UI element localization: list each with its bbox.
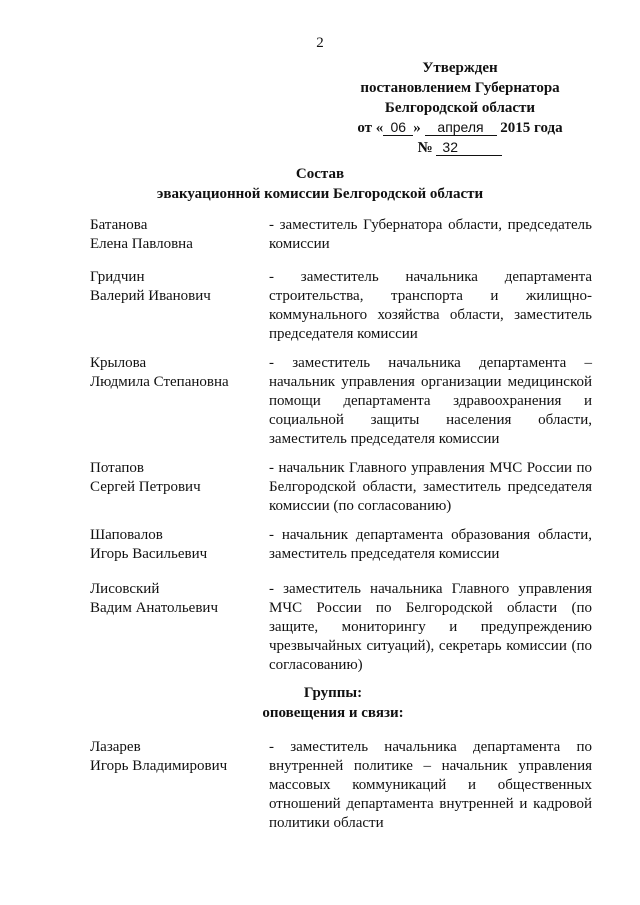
- group-heading-line2: оповещения и связи:: [262, 705, 404, 721]
- member-name: [90, 580, 260, 618]
- member-given-name: Игорь Владимирович: [90, 758, 228, 774]
- member-role: - заместитель начальника Главного управления МЧС России по Белгородской области (по защите, мониторингу и предупреждению чрезвычайных ситуаций), секретарь комиссии (по согласованию): [269, 581, 592, 673]
- member-role: - начальник Главного управления МЧС России по Белгородской области, заместитель председателя комиссии (по согласованию): [269, 460, 592, 514]
- member-given-name: Вадим Анатольевич: [90, 600, 218, 616]
- member-name: [90, 216, 260, 254]
- member-name: [90, 526, 260, 564]
- member-name: [90, 738, 260, 776]
- member-surname: Крылова: [90, 355, 147, 371]
- member-surname: Гридчин: [90, 269, 145, 285]
- document-title: [0, 164, 640, 204]
- member-given-name: Людмила Степановна: [90, 374, 229, 390]
- member-surname: Потапов: [90, 460, 144, 476]
- member-role: - заместитель начальника департамента – начальник управления организации медицинской помощи департамента здравоохранения и социальной защиты населения области, заместитель председателя комиссии: [269, 355, 592, 447]
- member-name: [90, 354, 260, 392]
- approval-date-mid: »: [413, 120, 421, 136]
- approval-stamp: [340, 58, 580, 158]
- approval-date-day: 06: [383, 119, 413, 136]
- approval-date-month: апреля: [425, 119, 497, 136]
- member-surname: Шаповалов: [90, 527, 163, 543]
- member-name: [90, 268, 260, 306]
- member-surname: Лисовский: [90, 581, 160, 597]
- member-role: - заместитель начальника департамента строительства, транспорта и жилищно-коммунального хозяйства области, заместитель председателя комиссии: [269, 269, 592, 342]
- approval-date-year: 2015 года: [500, 120, 563, 136]
- member-role: - начальник департамента образования области, заместитель председателя комиссии: [269, 527, 592, 562]
- page-number: 2: [316, 35, 324, 51]
- approval-number-prefix: №: [417, 140, 433, 156]
- approval-line-approved: Утвержден: [422, 60, 498, 76]
- title-line-composition: Состав: [295, 166, 345, 182]
- member-given-name: Елена Павловна: [90, 236, 193, 252]
- approval-date-prefix: от «: [357, 120, 384, 136]
- approval-date: [340, 118, 580, 138]
- member-given-name: Валерий Иванович: [90, 288, 211, 304]
- approval-line-region: Белгородской области: [384, 100, 536, 116]
- member-role: - заместитель Губернатора области, председатель комиссии: [269, 217, 592, 252]
- member-name: [90, 459, 260, 497]
- member-given-name: Сергей Петрович: [90, 479, 201, 495]
- approval-number-value: 32: [436, 139, 502, 156]
- member-given-name: Игорь Васильевич: [90, 546, 208, 562]
- approval-line-decree: постановлением Губернатора: [360, 80, 560, 96]
- member-role: - заместитель начальника департамента по внутренней политике – начальник управления массовых коммуникаций и общественных отношений департамента внутренней и кадровой политики области: [269, 739, 592, 831]
- group-heading: [228, 683, 438, 723]
- member-surname: Батанова: [90, 217, 148, 233]
- member-surname: Лазарев: [90, 739, 141, 755]
- approval-number: [340, 138, 580, 158]
- title-line-commission: эвакуационной комиссии Белгородской области: [156, 186, 484, 202]
- group-heading-line1: Группы:: [303, 685, 363, 701]
